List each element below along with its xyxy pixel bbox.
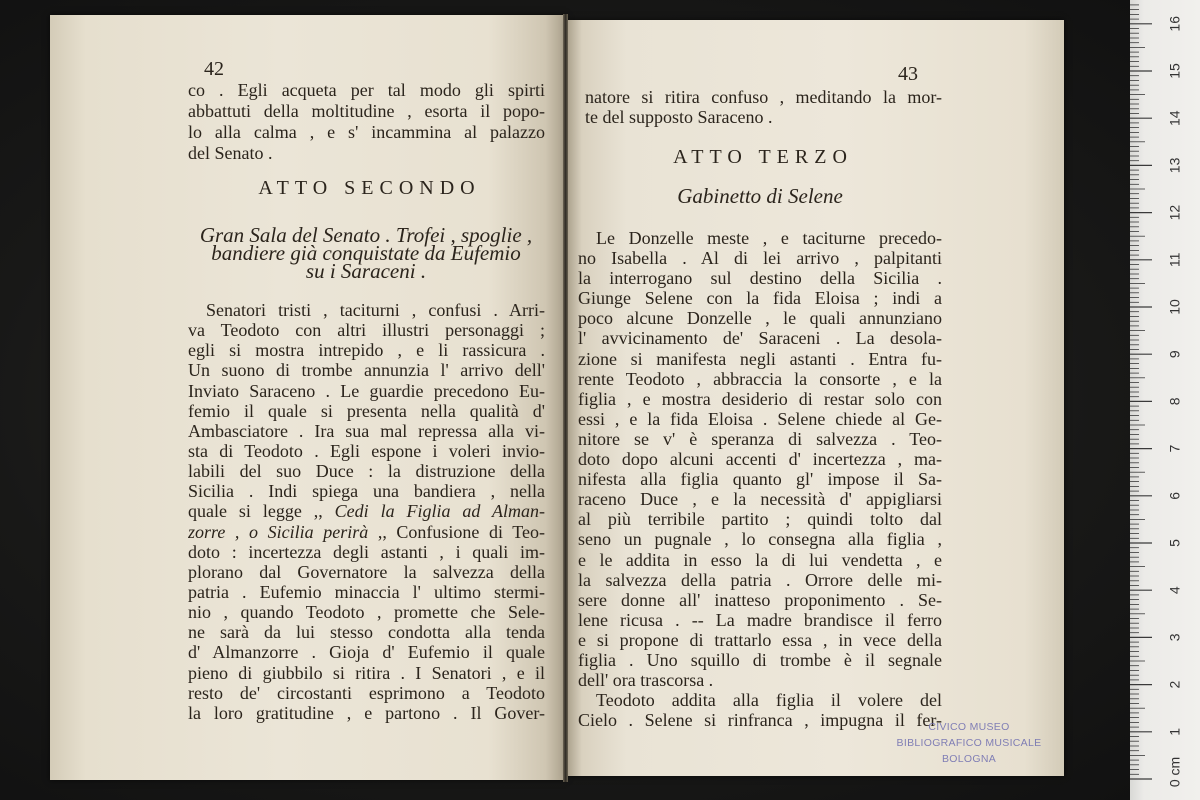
measurement-ruler	[1130, 0, 1200, 800]
ruler-label: 11	[1166, 252, 1183, 268]
stamp-line: BIBLIOGRAFICO MUSICALE	[896, 737, 1042, 749]
text-line: no Isabella . Al di lei arrivo , palpitanti	[578, 248, 942, 269]
text-line	[188, 501, 545, 521]
text-line: rente Teodoto , abbraccia la consorte , e la	[578, 368, 942, 389]
text-line: Un suono di trombe annunzia l' arrivo dell'	[188, 360, 545, 381]
paragraph	[578, 228, 942, 690]
text-line: figlia . Uno squillo di trombe è il segnale	[578, 649, 942, 670]
ruler-label: 7	[1166, 444, 1183, 453]
ruler-label: 2	[1166, 680, 1183, 689]
text-line: raceno Duce , e la necessità d' appigliarsi	[578, 489, 942, 510]
scene-line: bandiere già conquistate da Eufemio	[211, 241, 521, 265]
ruler-label: 14	[1166, 110, 1183, 126]
ruler-label: 5	[1166, 539, 1183, 547]
text-line: pieno di giubbilo si ritira . I Senatori , e il	[188, 662, 545, 683]
scene-description	[180, 223, 552, 283]
italic-span: Cedi la Figlia ad Alman-	[334, 501, 545, 522]
text-line: ne sarà da lui stesso condotta alla tenda	[188, 622, 545, 643]
act-heading: ATTO SECONDO	[258, 177, 481, 199]
text-line: Senatori tristi , taciturni , confusi . Arri-	[206, 300, 545, 320]
text-line: egli si mostra intrepido , e li rassicura .	[188, 340, 545, 361]
text-line: la interrogano sul destino della Sicilia .	[578, 268, 942, 289]
text-line: natore si ritira confuso , meditando la mor-	[585, 87, 942, 107]
text-line: poco alcune Donzelle , le quali annunziano	[578, 308, 942, 329]
text-line: doto : incertezza degli astanti , i quali im-	[188, 541, 545, 562]
text-span: ,, Confusione di Teo-	[368, 521, 545, 542]
text-line: Cielo . Selene si rinfranca , impugna il fer-	[578, 710, 942, 731]
text-line: va Teodoto con altri illustri personaggi ;	[188, 320, 545, 341]
scene-line: Gran Sala del Senato . Trofei , spoglie ,	[199, 223, 533, 247]
text-line: sere donne all' inatteso proponimento . Se-	[578, 589, 942, 610]
text-line: abbattuti della moltitudine , esorta il popo-	[188, 101, 545, 121]
text-line: lo alla calma , e s' incammina al palazzo	[188, 122, 545, 142]
synopsis-text	[578, 228, 942, 730]
text-line: sta di Teodoto . Egli espone i voleri invio-	[188, 440, 545, 461]
page-number: 42	[204, 58, 224, 80]
text-line: Ambasciatore . Ira sua mal repressa alla vi-	[188, 420, 545, 441]
ruler-label: 13	[1166, 157, 1183, 174]
ruler-label: 3	[1166, 633, 1183, 642]
ruler-label: 8	[1166, 397, 1183, 406]
text-line: co . Egli acqueta per tal modo gli spirti	[188, 80, 545, 100]
text-line: patria . Eufemio minaccia l' ultimo stermi-	[188, 581, 545, 602]
italic-span: zorre , o Sicilia perirà	[188, 521, 369, 542]
stamp-line: CIVICO MUSEO	[928, 721, 1010, 733]
ruler-scale	[1130, 0, 1200, 800]
paragraph	[578, 690, 942, 730]
text-line: Teodoto addita alla figlia il volere del	[596, 690, 942, 711]
scene-line: Gabinetto di Selene	[677, 184, 843, 208]
ruler-label: 4	[1166, 586, 1183, 595]
scene-line: su i Saraceni .	[305, 259, 427, 283]
text-line	[188, 522, 545, 542]
stamp-line: BOLOGNA	[941, 753, 997, 765]
text-line: femio il quale si presenta nella qualità d'	[188, 400, 545, 421]
continued-text	[188, 80, 545, 164]
text-line: doto dopo alcuni accenti d' incertezza , ma-	[578, 449, 942, 470]
scene-description	[578, 184, 942, 208]
text-line: lene ricusa . -- La madre brandisce il ferro	[578, 609, 942, 630]
text-line: essi , e la fida Eloisa . Selene chiede al Ge-	[578, 408, 942, 429]
text-line: labili del suo Duce : la distruzione della	[188, 461, 545, 482]
ruler-label: 6	[1166, 491, 1183, 500]
text-line: la loro gratitudine , e partono . Il Gover-	[188, 702, 545, 723]
ruler-label: 16	[1166, 16, 1183, 32]
text-line: Inviato Saraceno . Le guardie precedono Eu-	[188, 380, 545, 401]
text-line: seno un pugnale , lo consegna alla figlia ,	[578, 529, 942, 550]
text-line: al più terribile partito ; quindi tolto dal	[578, 509, 942, 530]
text-span: quale si legge ,,	[188, 501, 335, 522]
text-line: resto de' circostanti esprimono a Teodoto	[188, 682, 545, 703]
text-line: e si propone di trattarlo essa , in vece della	[578, 629, 942, 650]
ruler-label: 0 cm	[1166, 756, 1183, 788]
page-number: 43	[898, 63, 918, 85]
paragraph	[188, 300, 545, 723]
text-line: figlia , e mostra desiderio di restar solo con	[578, 388, 942, 409]
ruler-label: 10	[1166, 299, 1183, 315]
act-heading: ATTO TERZO	[673, 146, 853, 168]
text-line: nio , quando Teodoto , promette che Sele-	[188, 602, 545, 623]
ruler-label: 15	[1166, 63, 1183, 79]
text-line: Giunge Selene con la fida Eloisa ; indi a	[578, 288, 942, 309]
text-line: zione si manifesta negli astanti . Entra fu-	[578, 348, 942, 369]
text-line: plorano dal Governatore la salvezza della	[188, 561, 545, 582]
text-line: dell' ora trascorsa .	[578, 670, 714, 691]
continued-text	[585, 87, 942, 127]
ruler-label: 12	[1166, 204, 1183, 221]
text-line: Le Donzelle meste , e taciturne precedo-	[596, 228, 942, 248]
book-gutter	[563, 14, 568, 782]
ruler-label: 1	[1166, 727, 1183, 736]
text-line: l' avvicinamento de' Saraceni . La desola-	[578, 328, 942, 349]
synopsis-text	[188, 300, 545, 723]
text-line: Sicilia . Indi spiega una bandiera , nella	[188, 481, 545, 502]
text-line: d' Almanzorre . Gioja d' Eufemio il quale	[188, 642, 545, 663]
text-line: te del supposto Saraceno .	[585, 107, 773, 127]
text-line: nitore se v' è speranza di salvezza . Teo-	[578, 428, 942, 449]
text-line: la salvezza della patria . Orrore delle mi-	[578, 569, 942, 590]
text-line: e le addita in esso la di lui vendetta , e	[578, 549, 942, 570]
ruler-label: 9	[1166, 350, 1183, 359]
library-stamp	[889, 719, 1049, 767]
text-line: nifesta alla figlia quanto gl' impose il Sa-	[578, 469, 942, 490]
text-line: del Senato .	[188, 143, 273, 163]
